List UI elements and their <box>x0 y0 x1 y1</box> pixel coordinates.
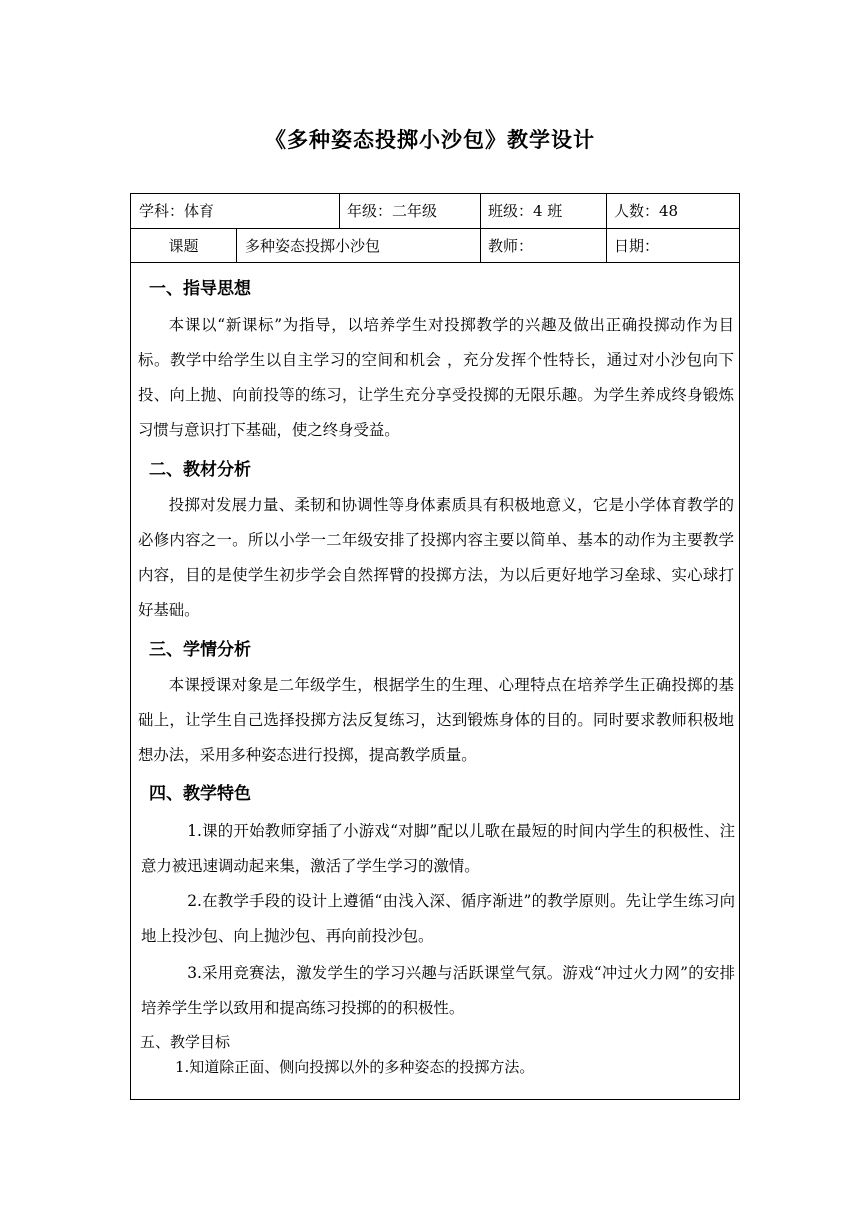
teacher-cell: 教师： <box>488 237 534 255</box>
section-heading-material: 二、教材分析 <box>149 460 251 480</box>
col-divider <box>236 228 237 262</box>
section-heading-goals: 五、教学目标 <box>140 1033 231 1051</box>
feature-item: 3.采用竞赛法，激发学生的学习兴趣与活跃课堂气氛。游戏“冲过火力网”的安排培养学生学以致用和提高练习投掷的的积极性。 <box>141 964 735 1017</box>
col-divider <box>339 194 340 228</box>
grade-cell: 年级：二年级 <box>347 202 438 220</box>
page-title: 《多种姿态投掷小沙包》教学设计 <box>265 127 595 152</box>
section-text-guiding: 本课以“新课标”为指导，以培养学生对投掷教学的兴趣及做出正确投掷动作为目标。教学中给学生以自主学习的空间和机会 ，充分发挥个性特长，通过对小沙包向下投、向上抛、向前投等的练习，让学生充分享受投掷的无限乐趣。为学生养成终身锻炼习惯与意识打下基础，使之终身受益。 <box>138 316 734 439</box>
goal-item: 1.知道除正面、侧向投掷以外的多种姿态的投掷方法。 <box>175 1058 535 1076</box>
topic-value-cell: 多种姿态投掷小沙包 <box>245 237 381 255</box>
section-text-students: 本课授课对象是二年级学生，根据学生的生理、心理特点在培养学生正确投掷的基础上，让学生自己选择投掷方法反复练习，达到锻炼身体的目的。同时要求教师积极地想办法，采用多种姿态进行投掷，提高教学质量。 <box>138 676 734 764</box>
section-text-material: 投掷对发展力量、柔韧和协调性等身体素质具有积极地意义，它是小学体育教学的必修内容之一。所以小学一二年级安排了投掷内容主要以简单、基本的动作为主要教学内容，目的是使学生初步学会自然挥臂的投掷方法，为以后更好地学习垒球、实心球打好基础。 <box>138 496 734 619</box>
feature-item: 1.课的开始教师穿插了小游戏“对脚”配以儿歌在最短的时间内学生的积极性、注意力被迅速调动起来集，激活了学生学习的激情。 <box>141 822 735 875</box>
feature-item: 2.在教学手段的设计上遵循“由浅入深、循序渐进”的教学原则。先让学生练习向地上投沙包、向上抛沙包、再向前投沙包。 <box>141 892 735 945</box>
col-divider <box>606 194 607 262</box>
section-heading-students: 三、学情分析 <box>149 640 251 660</box>
topic-label-cell: 课题 <box>168 237 199 255</box>
lesson-plan-table <box>130 193 740 1100</box>
student-count-cell: 人数：48 <box>614 202 679 220</box>
section-heading-guiding: 一、指导思想 <box>149 279 251 299</box>
section-heading-features: 四、教学特色 <box>149 784 251 804</box>
class-cell: 班级：4 班 <box>488 202 563 220</box>
subject-cell: 学科：体育 <box>139 202 215 220</box>
date-cell: 日期： <box>614 237 660 255</box>
col-divider <box>480 194 481 262</box>
